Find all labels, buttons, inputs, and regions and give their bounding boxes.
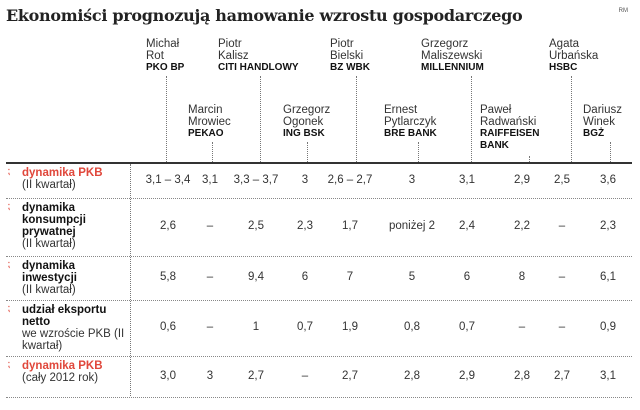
row-divider [6,397,632,398]
table-cell: 6,1 [600,271,616,283]
bank-name: BGŻ [583,128,605,139]
table-cell: 2,6 – 2,7 [327,173,373,186]
table-cell: 2,3 [600,220,616,232]
bullet-icon: ⁏ [7,303,11,314]
table-cell: – [558,220,566,232]
table-cell: 8 [518,271,526,283]
column-divider [610,142,611,162]
table-cell: 7 [346,271,354,283]
table-cell: 3 [301,173,309,186]
table-cell: 1,7 [342,220,358,232]
economist-name: Maliszewski [421,50,483,62]
economist-name: Kalisz [218,50,249,62]
economist-name: Mrowiec [188,116,231,128]
table-cell: 9,4 [248,271,264,283]
table-cell: 2,7 [342,369,358,382]
column-divider [471,76,472,162]
bullet-icon: ⁏ [7,166,11,177]
page-title: Ekonomiści prognozują hamowanie wzrostu gospodarczego [6,6,523,25]
column-header [283,104,330,140]
column-divider [307,142,308,162]
table-cell: 6 [463,271,471,283]
table-cell: 2,4 [459,220,475,232]
economist-name: Ernest [384,104,418,116]
table-cell: 5,8 [160,271,176,283]
row-label-title: dynamika PKB [22,167,103,179]
economist-name: Winek [583,116,615,128]
table-cell: 5 [408,271,416,283]
economist-name: Grzegorz [421,38,469,50]
table-cell: 2,8 [404,369,420,382]
row-label-title: dynamika PKB [22,360,103,372]
bank-name: HSBC [549,62,578,73]
table-cell: 3 [408,173,416,186]
table-cell: 3,0 [160,369,176,382]
bank-name: PKO BP [146,62,185,73]
table-cell: 2,2 [514,220,530,232]
economist-name: Paweł [480,104,512,116]
row-label-title: dynamika inwestycji [22,260,77,284]
row-label-title: dynamika konsumpcji prywatnej [22,202,86,238]
credit: RM [618,8,628,14]
row-label [22,360,127,384]
table-cell: – [558,271,566,283]
economist-name: Urbańska [549,50,599,62]
table-cell: 0,9 [600,321,616,333]
table-cell: 2,3 [297,220,313,232]
economist-name: Piotr [330,38,354,50]
table-cell: 1 [252,321,260,333]
table-cell: 2,6 [160,220,176,232]
column-divider [571,76,572,162]
bullet-icon: ⁏ [7,259,11,270]
economist-name: Marcin [188,104,223,116]
table-cell: 0,7 [459,321,475,333]
table-cell: 3 [206,369,214,382]
table-cell: 3,1 [202,173,218,186]
table-cell: 2,5 [248,220,264,232]
table-cell: 2,9 [459,369,475,382]
table-cell: 0,8 [404,321,420,333]
row-label [22,260,127,296]
table-cell: 3,6 [600,173,616,186]
row-label-sub: (II kwartał) [22,284,76,296]
economist-name: Agata [549,38,580,50]
table-cell: 2,7 [248,369,264,382]
table-cell: 3,1 [600,369,616,382]
row-label-sub: (II kwartał) [22,238,76,250]
column-header [384,104,437,140]
row-label [22,167,127,191]
economist-name: Radwański [480,116,537,128]
column-header [146,38,184,74]
column-header [218,38,299,74]
column-header [330,38,370,74]
economist-name: Bielski [330,50,364,62]
bank-name: BZ WBK [330,62,370,73]
table-cell: – [558,321,566,333]
table-cell: – [206,220,214,232]
row-label-sub: (II kwartał) [22,179,76,191]
table-cell: poniżej 2 [388,220,436,232]
economist-name: Ogonek [283,116,324,128]
table-cell: 1,9 [342,321,358,333]
table-cell: – [518,321,526,333]
table-cell: 0,7 [297,321,313,333]
bank-name: CITI HANDLOWY [218,62,299,73]
row-divider [6,300,632,301]
table-cell: 6 [301,271,309,283]
column-header [480,104,540,152]
economist-name: Grzegorz [283,104,331,116]
column-divider [166,76,167,162]
row-label-sub: (cały 2012 rok) [22,372,99,384]
bank-name: BRE BANK [384,128,437,139]
table-cell: 3,1 [459,173,475,186]
bullet-icon: ⁏ [7,201,11,212]
column-divider [212,142,213,162]
column-divider [418,142,419,162]
bullet-icon: ⁏ [7,359,11,370]
bank-name: MILLENNIUM [421,62,484,73]
row-label [22,202,127,250]
row-label [22,304,127,352]
table-top-rule [6,162,632,164]
table-cell: 2,5 [554,173,570,186]
row-label-title: udział eksportu netto [22,304,107,328]
table-cell: – [301,369,309,382]
bank-name: PEKAO [188,128,224,139]
economist-name: Michał [146,38,180,50]
column-divider [356,76,357,162]
column-header [188,104,231,140]
table-cell: 3,1 – 3,4 [145,173,191,186]
bank-name: ING BSK [283,128,325,139]
table-cell: 0,6 [160,321,176,333]
row-divider [6,356,632,357]
row-divider [6,198,632,199]
column-header [549,38,598,74]
table-cell: 2,7 [554,369,570,382]
column-divider [260,76,261,162]
economist-name: Piotr [218,38,242,50]
row-divider [6,256,632,257]
table-cell: 2,8 [514,369,530,382]
bank-name: RAIFFEISEN BANK [480,128,540,151]
economist-name: Rot [146,50,164,62]
economist-name: Dariusz [583,104,622,116]
table-cell: – [206,271,214,283]
table-cell: – [206,321,214,333]
table-cell: 2,9 [514,173,530,186]
column-header [583,104,622,140]
row-label-sub: we wzroście PKB (II kwartał) [22,328,125,352]
economist-name: Pytlarczyk [384,116,437,128]
table-cell: 3,3 – 3,7 [233,173,279,186]
column-header [421,38,484,74]
